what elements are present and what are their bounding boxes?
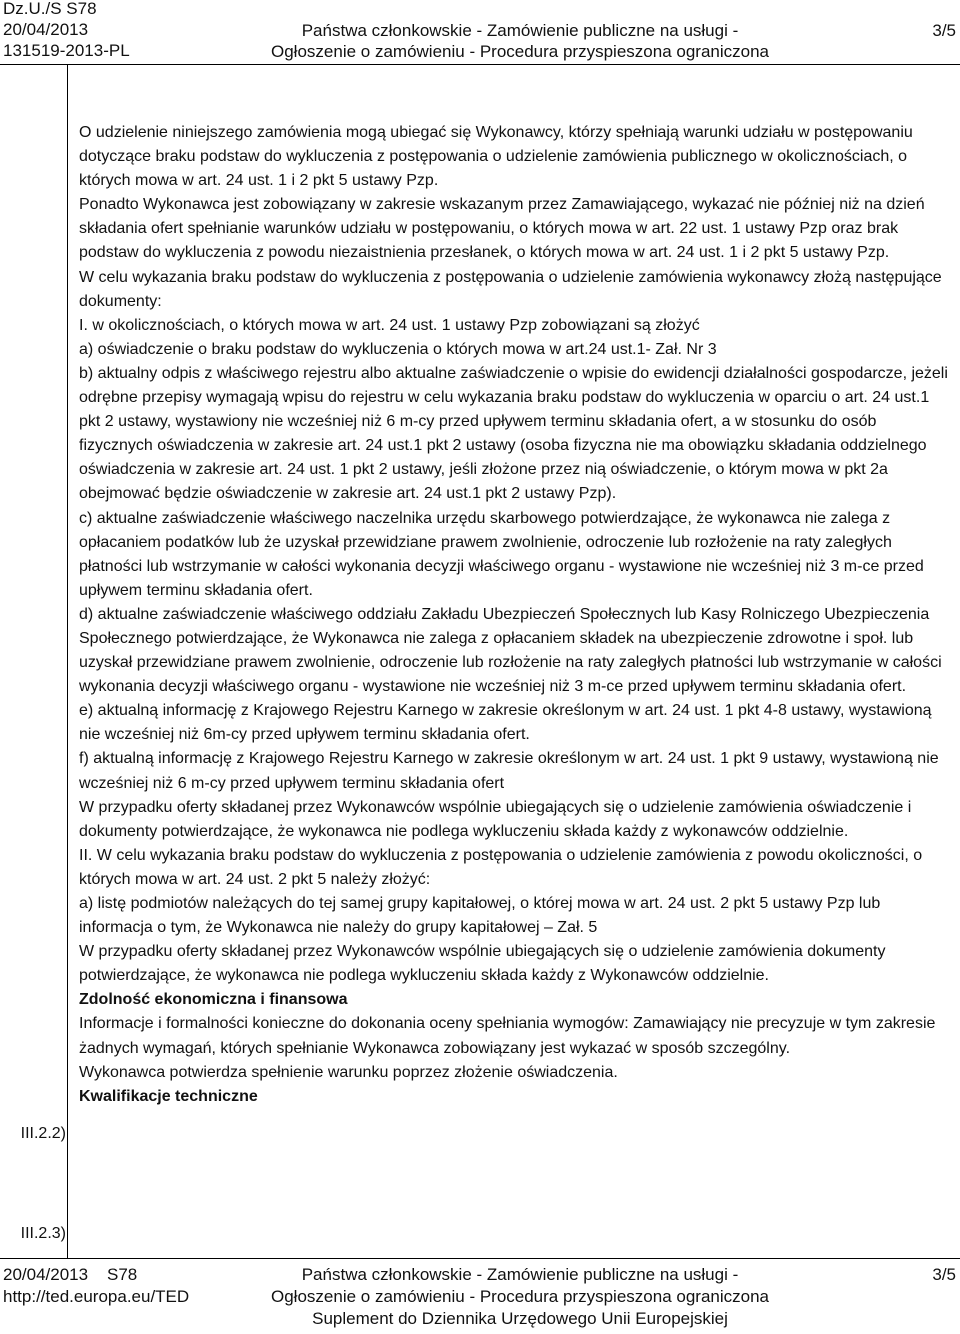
paragraph: O udzielenie niniejszego zamówienia mogą ubiegać się Wykonawcy, którzy spełniają warunki udziału w postępowaniu dotyczące braku podstaw do wykluczenia z postępowania o udzielenie zamówienia publicznego w okolicznościach, o których mowa w art. 24 ust. 1 i 2 pkt 5 ustawy Pzp. xyxy=(79,124,913,190)
header-left xyxy=(3,0,203,61)
footer-center xyxy=(200,1264,840,1330)
footer-divider xyxy=(0,1258,960,1259)
footer-page-number: 3/5 xyxy=(932,1265,956,1284)
paragraph: I. w okolicznościach, o których mowa w art. 24 ust. 1 ustawy Pzp zobowiązani są złożyć xyxy=(79,316,700,334)
paragraph: W przypadku oferty składanej przez Wykonawców wspólnie ubiegających się o udzielenie zamówienia dokumenty potwierdzające, że wykonawca nie podlega wykluczeniu składa każdy z Wykonawców oddzielnie. xyxy=(79,943,886,985)
paragraph: W celu wykazania braku podstaw do wykluczenia z postępowania o udzielenie zamówienia wykonawcy złożą następujące dokumenty: xyxy=(79,268,942,310)
paragraph: b) aktualny odpis z właściwego rejestru albo aktualne zaświadczenie o wpisie do ewidencji działalności gospodarcze, jeżeli odrębne przepisy wymagają wpisu do rejestru w celu wykazania braku podstaw do wykluczenia w oparciu o art. 24 ust.1 pkt 2 ustawy, wystawiony nie wcześniej niż 6 m-cy przed upływem terminu składania ofert, a w stosunku do osób fizycznych oświadczenia w zakresie art. 24 ust.1 pkt 2 ustawy (osoba fizyczna nie ma obowiązku składania oddzielnego oświadczenia w zakresie art. 24 ust. 1 pkt 2 ustawy, jeśli złożone przez nią oświadczenie, o którym mowa w pkt 2a obejmować będzie oświadczenie w zakresie art. 24 ust.1 pkt 2 ustawy Pzp). xyxy=(79,364,948,503)
header-divider xyxy=(0,64,960,65)
paragraph: Informacje i formalności konieczne do dokonania oceny spełniania wymogów: Zamawiający nie precyzuje w tym zakresie żadnych wymagań, których spełnianie Wykonawca zobowiązany jest wykazać w sposób szczególny. xyxy=(79,1015,936,1057)
section-number: III.2.3) xyxy=(20,1225,66,1242)
paragraph: Wykonawca potwierdza spełnienie warunku poprzez złożenie oświadczenia. xyxy=(79,1063,618,1081)
section-title: Kwalifikacje techniczne xyxy=(79,1087,258,1105)
footer-left xyxy=(3,1264,189,1308)
paragraph: a) oświadczenie o braku podstaw do wykluczenia o których mowa w art.24 ust.1- Zał. Nr 3 xyxy=(79,340,717,358)
paragraph: c) aktualne zaświadczenie właściwego naczelnika urzędu skarbowego potwierdzające, że wykonawca nie zalega z opłacaniem podatków lub że uzyskał przewidziane prawem zwolnienie, odroczenie lub rozłożenie na raty zaległych płatności lub wstrzymanie w całości wykonania decyzji właściwego organu - wystawione nie wcześniej niż 3 m-ce przed upływem terminu składania ofert. xyxy=(79,509,924,599)
notice-number: 131519-2013-PL xyxy=(3,41,130,60)
section-title: Zdolność ekonomiczna i finansowa xyxy=(79,991,348,1009)
publication-date: 20/04/2013 xyxy=(3,20,89,39)
header-center xyxy=(200,20,840,62)
paragraph: a) listę podmiotów należących do tej samej grupy kapitałowej, o której mowa w art. 24 ust. 2 pkt 5 ustawy Pzp lub informacja o tym, że Wykonawca nie należy do grupy kapitałowej – Zał. 5 xyxy=(79,895,881,937)
section-economic-capacity xyxy=(79,988,952,1084)
notice-category: Państwa członkowskie - Zamówienie publiczne na usługi - xyxy=(301,21,739,40)
conditions-body xyxy=(79,121,952,988)
footer-journal-name: Suplement do Dziennika Urzędowego Unii Europejskiej xyxy=(312,1309,728,1328)
paragraph: f) aktualną informację z Krajowego Rejestru Karnego w zakresie określonym w art. 24 ust. 1 pkt 9 ustawy, wystawioną nie wcześniej niż 6 m-cy przed upływem terminu składania ofert xyxy=(79,750,939,792)
journal-reference: Dz.U./S S78 xyxy=(3,0,97,18)
footer-url: http://ted.europa.eu/TED xyxy=(3,1287,190,1306)
paragraph: e) aktualną informację z Krajowego Rejestru Karnego w zakresie określonym w art. 24 ust. 1 pkt 4-8 ustawy, wystawioną nie wcześniej niż 6m-cy przed upływem terminu składania ofert. xyxy=(79,702,932,744)
footer-notice-category: Państwa członkowskie - Zamówienie publiczne na usługi - xyxy=(301,1265,739,1284)
main-content xyxy=(79,121,952,1109)
footer-notice-procedure: Ogłoszenie o zamówieniu - Procedura przyspieszona ograniczona xyxy=(271,1287,769,1306)
header-page-number: 3/5 xyxy=(932,21,956,40)
paragraph: Ponadto Wykonawca jest zobowiązany w zakresie wskazanym przez Zamawiającego, wykazać nie później niż na dzień składania ofert spełnianie warunków udziału w postępowaniu, o których mowa w art. 22 ust. 1 ustawy Pzp oraz brak podstaw do wykluczenia z powodu niezaistnienia przesłanek, o których mowa w art. 24 ust. 1 i 2 pkt 5 ustawy Pzp. xyxy=(79,196,925,262)
paragraph: d) aktualne zaświadczenie właściwego oddziału Zakładu Ubezpieczeń Społecznych lub Kasy Rolniczego Ubezpieczenia Społecznego potwierdzające, że Wykonawca nie zalega z opłacaniem składek na ubezpieczenie zdrowotne i społ. lub uzyskał przewidziane prawem zwolnienie, odroczenie lub rozłożenie na raty zaległych płatności lub wstrzymanie w całości wykonania decyzji właściwego organu - wystawione nie wcześniej niż 3 m-ce przed upływem terminu składania ofert. xyxy=(79,605,942,696)
section-column-divider xyxy=(67,64,68,1258)
footer-date-issue: 20/04/2013 S78 xyxy=(3,1265,138,1284)
notice-procedure: Ogłoszenie o zamówieniu - Procedura przyspieszona ograniczona xyxy=(271,42,769,61)
paragraph: W przypadku oferty składanej przez Wykonawców wspólnie ubiegających się o udzielenie zamówienia oświadczenie i dokumenty potwierdzające, że wykonawca nie podlega wykluczeniu składa każdy z wykonawców oddzielnie. xyxy=(79,798,912,840)
section-technical-capacity xyxy=(79,1085,952,1109)
paragraph: II. W celu wykazania braku podstaw do wykluczenia z postępowania o udzielenie zamówienia z powodu okoliczności, o których mowa w art. 24 ust. 2 pkt 5 należy złożyć: xyxy=(79,846,923,888)
section-number: III.2.2) xyxy=(20,1125,66,1142)
